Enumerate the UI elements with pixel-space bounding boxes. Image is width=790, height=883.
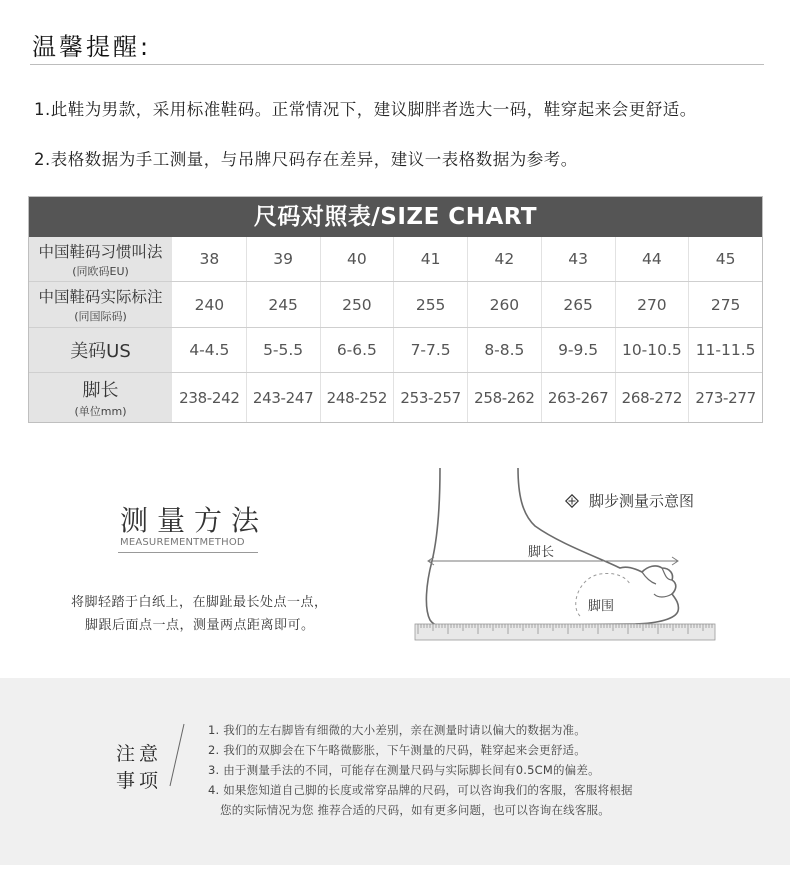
table-row-foot-length <box>29 373 762 422</box>
table-cell: 43 <box>542 237 616 281</box>
table-cell: 240 <box>173 282 247 327</box>
table-cell: 243-247 <box>247 373 321 422</box>
diagram-caption-text: 脚步测量示意图 <box>589 492 695 510</box>
table-cell: 258-262 <box>468 373 542 422</box>
row-label-cn-size <box>29 237 173 281</box>
table-cell: 9-9.5 <box>542 328 616 372</box>
table-cell: 238-242 <box>173 373 247 422</box>
table-cell: 5-5.5 <box>247 328 321 372</box>
table-cell: 11-11.5 <box>695 341 756 359</box>
table-cell: 268-272 <box>616 373 690 422</box>
row-label-us-size <box>29 328 173 372</box>
row-label-text: 美码US <box>70 341 131 362</box>
row-label-text: 中国鞋码习惯叫法 <box>38 242 163 261</box>
method-description-line-2: 脚跟后面点一点，测量两点距离即可。 <box>85 618 315 633</box>
row-sublabel-text: (单位mm) <box>74 405 127 418</box>
table-cell: 273-277 <box>695 388 756 407</box>
table-cell: 253-257 <box>394 373 468 422</box>
table-cell: 263-267 <box>542 373 616 422</box>
header-divider <box>30 64 764 65</box>
table-row-us-size <box>29 328 762 373</box>
table-cell: 41 <box>394 237 468 281</box>
table-cell: 6-6.5 <box>321 328 395 372</box>
table-row-cn-actual <box>29 282 762 328</box>
row-sublabel-text: (同国际码) <box>74 310 127 323</box>
table-cell: 45 <box>715 250 736 268</box>
size-chart-title: 尺码对照表/SIZE CHART <box>29 197 762 237</box>
table-cell: 8-8.5 <box>468 328 542 372</box>
table-cell: 40 <box>321 237 395 281</box>
notes-item-3: 3. 由于测量手法的不同，可能存在测量尺码与实际脚长间有0.5CM的偏差。 <box>208 763 600 777</box>
foot-length-label: 脚长 <box>528 545 555 560</box>
table-cell: 44 <box>616 237 690 281</box>
reminder-title: 温馨提醒: <box>32 33 152 61</box>
notes-divider-slash <box>166 722 188 788</box>
method-subtitle: MEASUREMENTMETHOD <box>120 537 245 548</box>
method-title: 测量方法 <box>120 504 269 537</box>
notes-label: 注意事项 <box>116 743 163 792</box>
table-cell: 265 <box>542 282 616 327</box>
method-description-line-1: 将脚轻踏于白纸上，在脚趾最长处点一点， <box>71 595 328 610</box>
table-cell: 39 <box>247 237 321 281</box>
ruler-illustration <box>415 624 715 640</box>
foot-girth-label: 脚围 <box>588 599 615 614</box>
row-label-cn-actual <box>29 282 173 327</box>
table-cell: 248-252 <box>321 373 395 422</box>
size-note-1: 1.此鞋为男款，采用标准鞋码。正常情况下，建议脚胖者选大一码，鞋穿起来会更舒适。 <box>34 100 697 119</box>
notes-item-4-continued: 您的实际情况为您 推荐合适的尺码，如有更多问题，也可以咨询在线客服。 <box>220 803 610 817</box>
table-cell: 250 <box>321 282 395 327</box>
table-row-cn-size <box>29 237 762 282</box>
table-cell: 42 <box>468 237 542 281</box>
table-cell: 245 <box>247 282 321 327</box>
table-cell: 4-4.5 <box>173 328 247 372</box>
table-cell: 7-7.5 <box>394 328 468 372</box>
foot-measurement-diagram <box>410 466 720 646</box>
row-label-foot-length <box>29 373 173 422</box>
notes-item-4: 4. 如果您知道自己脚的长度或常穿品牌的尺码，可以咨询我们的客服，客服将根据 <box>208 783 633 797</box>
row-sublabel-text: (同欧码EU) <box>72 264 129 278</box>
row-label-text: 脚长 <box>82 380 119 401</box>
size-note-2: 2.表格数据为手工测量，与吊牌尺码存在差异，建议一表格数据为参考。 <box>34 150 578 169</box>
table-cell: 10-10.5 <box>616 328 690 372</box>
table-cell: 270 <box>616 282 690 327</box>
table-cell: 255 <box>394 282 468 327</box>
table-cell: 260 <box>468 282 542 327</box>
row-label-text: 中国鞋码实际标注 <box>38 288 163 306</box>
method-subtitle-underline <box>118 552 258 553</box>
notes-item-2: 2. 我们的双脚会在下午略微膨胀，下午测量的尺码，鞋穿起来会更舒适。 <box>208 743 586 757</box>
notes-item-1: 1. 我们的左右脚皆有细微的大小差别，亲在测量时请以偏大的数据为准。 <box>208 723 586 737</box>
table-cell: 38 <box>173 237 247 281</box>
table-cell: 275 <box>710 295 741 314</box>
size-chart-table <box>28 196 763 423</box>
